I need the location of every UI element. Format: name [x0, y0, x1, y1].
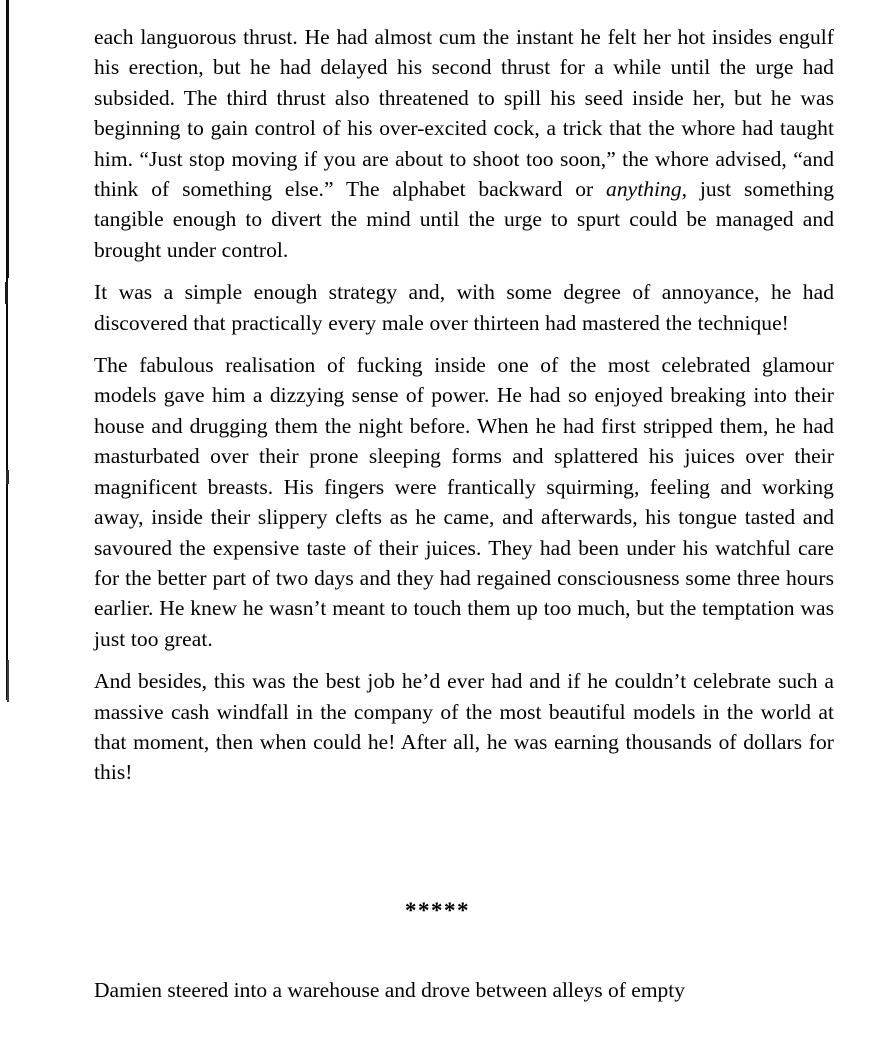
paragraph-3: The fabulous realisation of fucking inside one of the most celebrated glamour models gave him a dizzying sense of power. He had so enjoyed breaking into their house and drugging them the night before. When he had first stripped them, he had masturbated over their prone sleeping forms and splattered his juices over their magnificent breasts. His fingers were frantically squirming, feeling and working away, inside their slippery clefts as he came, and afterwards, his tongue tasted and savoured the expensive taste of their juices. They had been under his watchful care for the better part of two days and they had regained consciousness some three hours earlier. He knew he wasn’t meant to touch them up too much, but the temptation was just too great. — [94, 353, 834, 651]
scan-artifact-binding-line-speck — [6, 470, 9, 484]
paragraph-4: And besides, this was the best job he’d ever had and if he couldn’t celebrate such a massive cash windfall in the company of the most beautiful models in the world at that moment, then when could he! After all, he was earning thousands of dollars for this! — [94, 669, 834, 785]
scan-artifact-binding-line-break — [5, 282, 8, 304]
scan-artifact-binding-line-upper — [7, 0, 9, 278]
paragraph-1: each languorous thrust. He had almost cum the instant he felt her hot insides engulf his erection, but he had delayed his second thrust for a while until the urge had subsided. The third thrust also threatened to spill his seed inside her, but he was beginning to gain control of his over-excited cock, a trick that the whore had taught him. “Just stop moving if you are about to shoot too soon,” the whore advised, “and think of something else.” The alphabet backward or anything, just something tangible enough to divert the mind until the urge to spurt could be managed and brought under control. — [94, 25, 834, 262]
page-text-column — [94, 22, 834, 788]
paragraph-2: It was a simple enough strategy and, with some degree of annoyance, he had discovered that practically every male over thirteen had mastered the technique! — [94, 280, 834, 335]
emphasised-word: anything — [606, 177, 682, 202]
scene-separator: ***** — [405, 898, 470, 923]
continuation-line: Damien steered into a warehouse and drove between alleys of empty — [94, 978, 686, 1002]
scan-artifact-binding-line-fade — [7, 660, 9, 702]
